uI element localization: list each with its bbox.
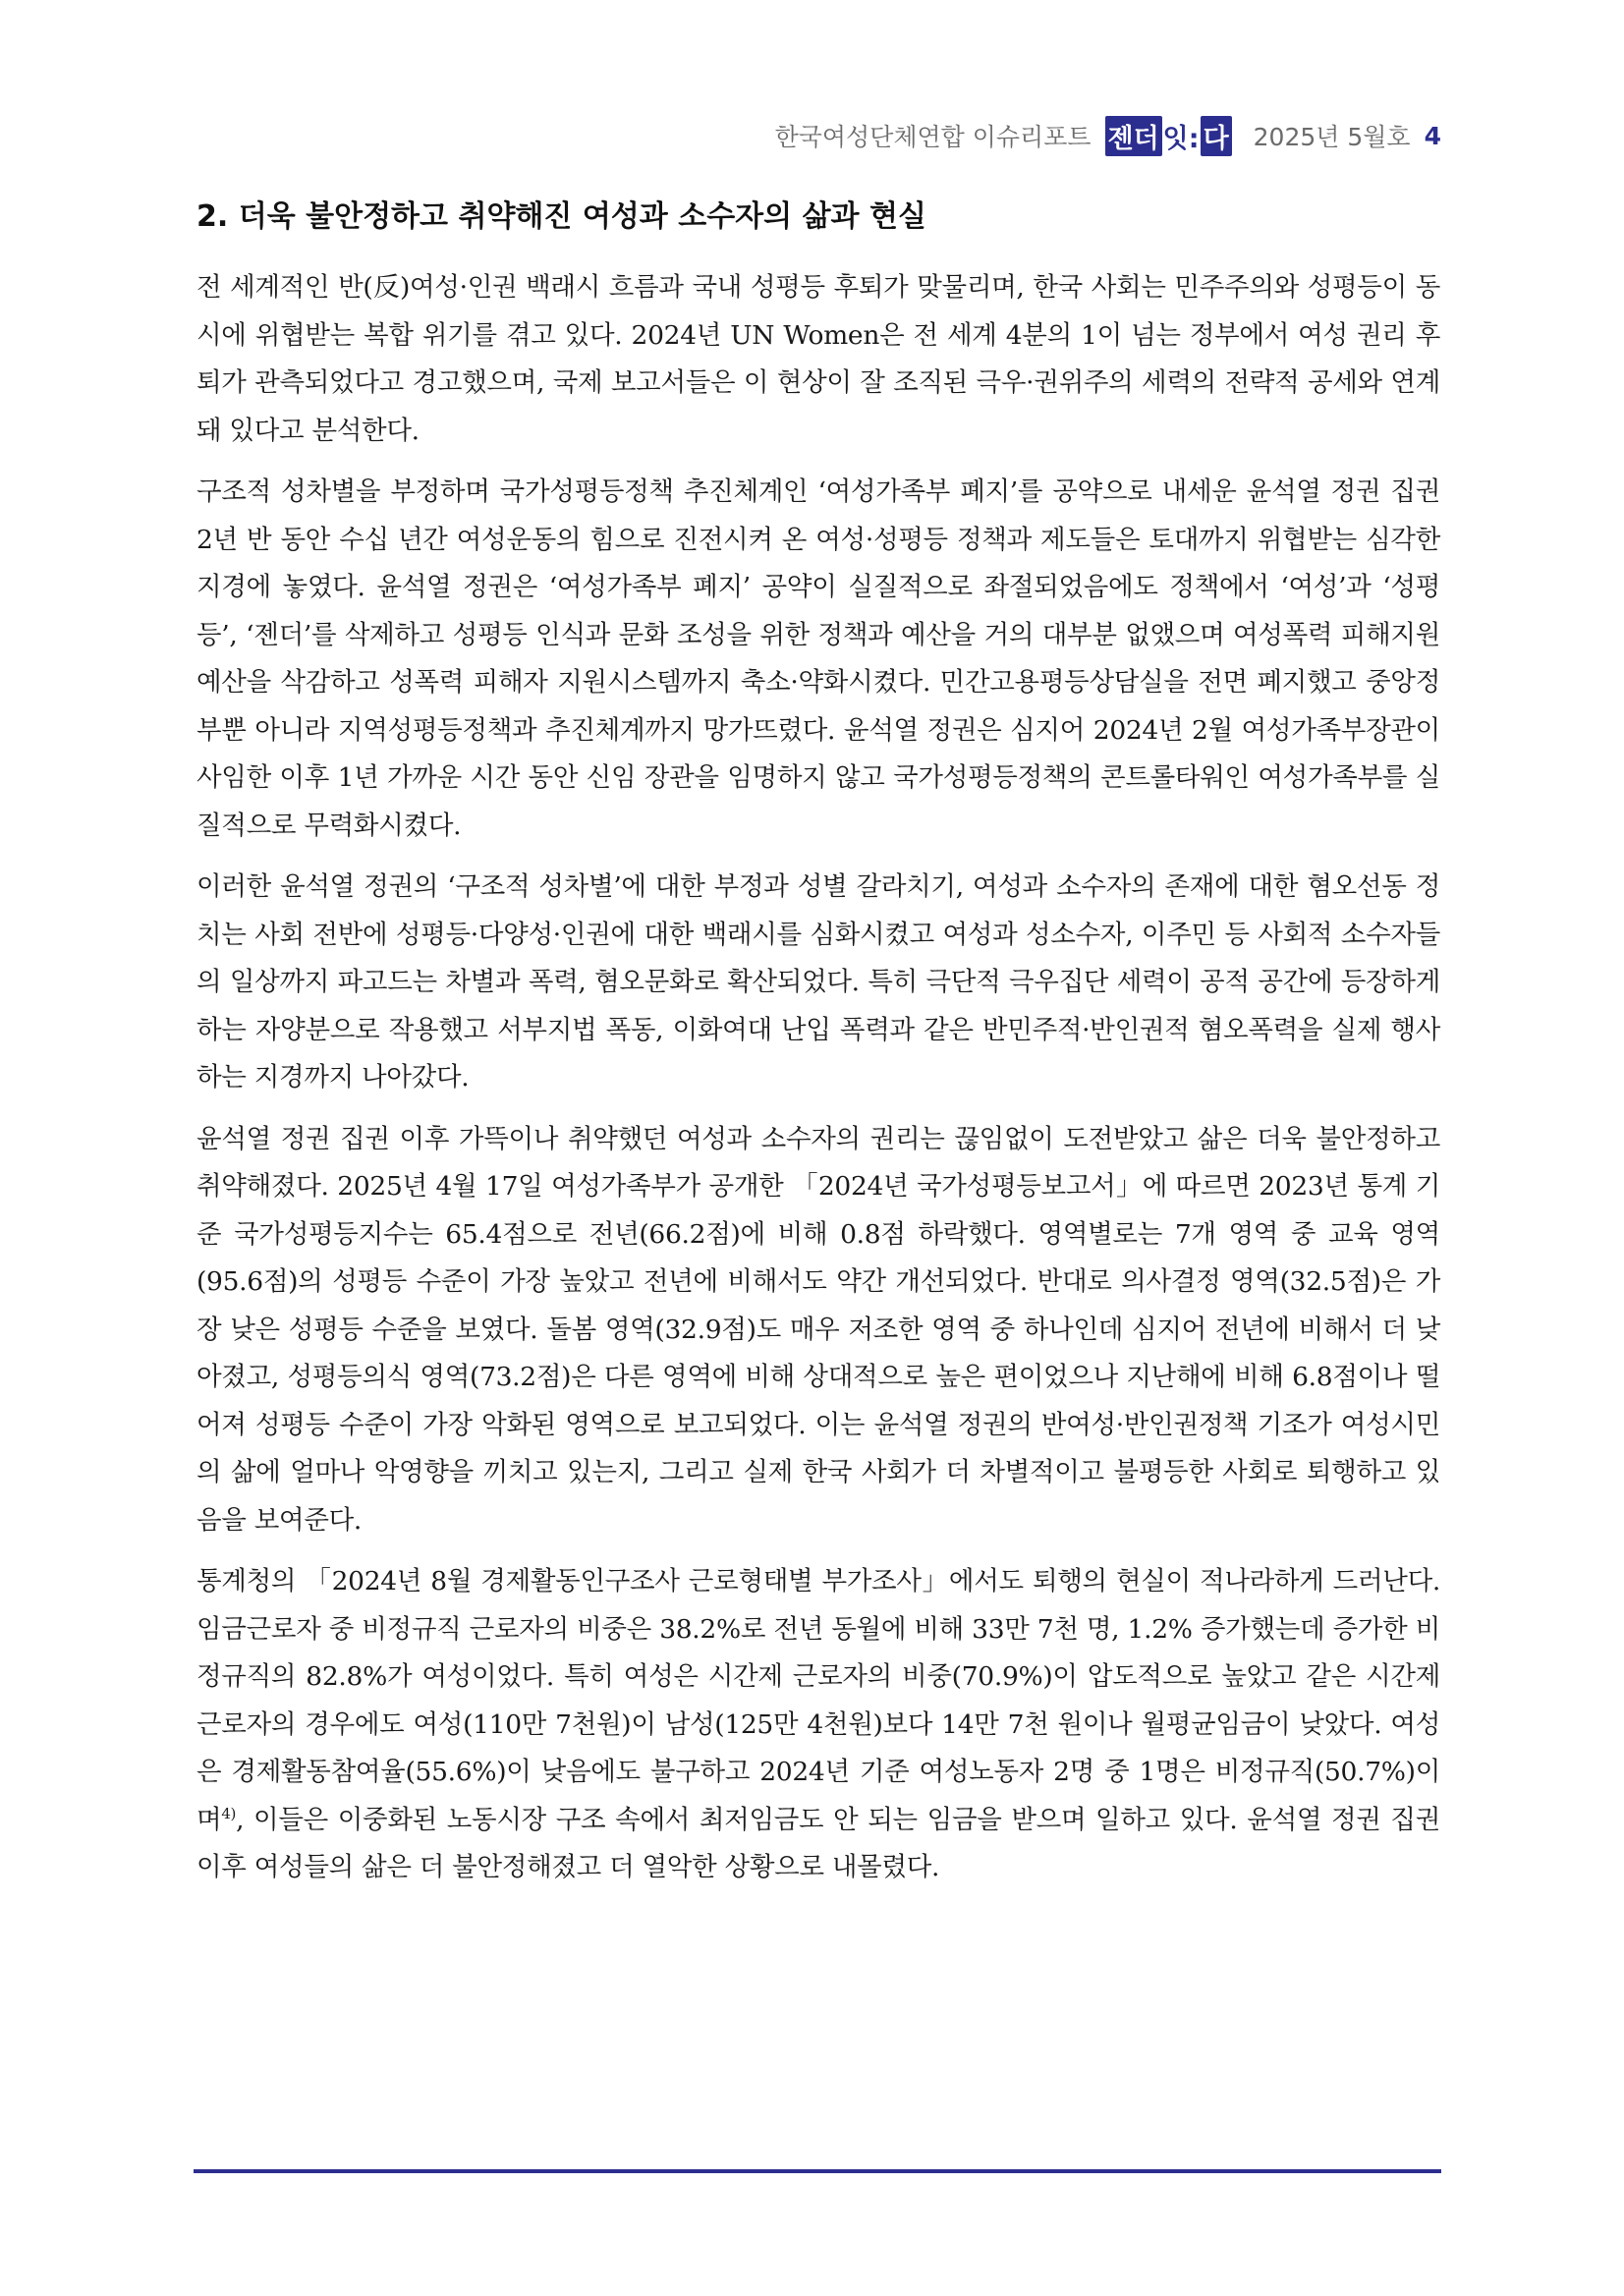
paragraph-5 (196, 1558, 1440, 1892)
header-issue: 2025년 5월호 (1253, 123, 1411, 151)
article-body (196, 192, 1440, 1906)
page-number: 4 (1424, 121, 1441, 150)
paragraph-5-text-b: , 이들은 이중화된 노동시장 구조 속에서 최저임금도 안 되는 임금을 받으며 일하고 있다. 윤석열 정권 집권 이후 여성들의 삶은 더 불안정해졌고 더 열악한 상황으로 내몰렸다. (196, 1804, 1440, 1882)
section-title: 2. 더욱 불안정하고 취약해진 여성과 소수자의 삶과 현실 (196, 199, 926, 234)
footer-divider (194, 2169, 1441, 2173)
brand-da: 다 (1201, 116, 1232, 156)
paragraph-3: 이러한 윤석열 정권의 ‘구조적 성차별’에 대한 부정과 성별 갈라치기, 여성과 소수자의 존재에 대한 혐오선동 정치는 사회 전반에 성평등·다양성·인권에 대한 백래시를 심화시켰고 여성과 성소수자, 이주민 등 사회적 소수자들의 일상까지 파고드는 차별과 폭력, 혐오문화로 확산되었다. 특히 극단적 극우집단 세력이 공적 공간에 등장하게 하는 자양분으로 작용했고 서부지법 폭동, 이화여대 난입 폭력과 같은 반민주적·반인권적 혐오폭력을 실제 행사하는 지경까지 나아갔다. (196, 871, 1440, 1092)
brand-gender: 젠더 (1105, 116, 1162, 156)
footnote-marker: 4) (221, 1804, 237, 1822)
brand-it: 잇: (1162, 116, 1201, 156)
paragraph-1: 전 세계적인 반(反)여성·인권 백래시 흐름과 국내 성평등 후퇴가 맞물리며, 한국 사회는 민주주의와 성평등이 동시에 위협받는 복합 위기를 겪고 있다. 2024년 UN Women은 전 세계 4분의 1이 넘는 정부에서 여성 권리 후퇴가 관측되었다고 경고했으며, 국제 보고서들은 이 현상이 잘 조직된 극우·권위주의 세력의 전략적 공세와 연계돼 있다고 분석한다. (196, 272, 1440, 446)
brand-logo (1105, 116, 1232, 156)
paragraph-2: 구조적 성차별을 부정하며 국가성평등정책 추진체계인 ‘여성가족부 폐지’를 공약으로 내세운 윤석열 정권 집권 2년 반 동안 수십 년간 여성운동의 힘으로 진전시켜 온 여성·성평등 정책과 제도들은 토대까지 위협받는 심각한 지경에 놓였다. 윤석열 정권은 ‘여성가족부 폐지’ 공약이 실질적으로 좌절되었음에도 정책에서 ‘여성’과 ‘성평등’, ‘젠더’를 삭제하고 성평등 인식과 문화 조성을 위한 정책과 예산을 거의 대부분 없앴으며 여성폭력 피해지원 예산을 삭감하고 성폭력 피해자 지원시스템까지 축소·약화시켰다. 민간고용평등상담실을 전면 폐지했고 중앙정부뿐 아니라 지역성평등정책과 추진체계까지 망가뜨렸다. 윤석열 정권은 심지어 2024년 2월 여성가족부장관이 사임한 이후 1년 가까운 시간 동안 신임 장관을 임명하지 않고 국가성평등정책의 콘트롤타워인 여성가족부를 실질적으로 무력화시켰다. (196, 476, 1440, 841)
page-header (775, 116, 1441, 155)
paragraph-5-text-a: 통계청의 「2024년 8월 경제활동인구조사 근로형태별 부가조사」에서도 퇴행의 현실이 적나라하게 드러난다. 임금근로자 중 비정규직 근로자의 비중은 38.2%로 전년 동월에 비해 33만 7천 명, 1.2% 증가했는데 증가한 비정규직의 82.8%가 여성이었다. 특히 여성은 시간제 근로자의 비중(70.9%)이 압도적으로 높았고 같은 시간제 근로자의 경우에도 여성(110만 7천원)이 남성(125만 4천원)보다 14만 7천 원이나 월평균임금이 낮았다. 여성은 경제활동참여율(55.6%)이 낮음에도 불구하고 2024년 기준 여성노동자 2명 중 1명은 비정규직(50.7%)이며 (196, 1566, 1440, 1835)
header-org: 한국여성단체연합 이슈리포트 (774, 123, 1092, 151)
paragraph-4: 윤석열 정권 집권 이후 가뜩이나 취약했던 여성과 소수자의 권리는 끊임없이 도전받았고 삶은 더욱 불안정하고 취약해졌다. 2025년 4월 17일 여성가족부가 공개한 「2024년 국가성평등보고서」에 따르면 2023년 통계 기준 국가성평등지수는 65.4점으로 전년(66.2점)에 비해 0.8점 하락했다. 영역별로는 7개 영역 중 교육 영역(95.6점)의 성평등 수준이 가장 높았고 전년에 비해서도 약간 개선되었다. 반대로 의사결정 영역(32.5점)은 가장 낮은 성평등 수준을 보였다. 돌봄 영역(32.9점)도 매우 저조한 영역 중 하나인데 심지어 전년에 비해서 더 낮아졌고, 성평등의식 영역(73.2점)은 다른 영역에 비해 상대적으로 높은 편이었으나 지난해에 비해 6.8점이나 떨어져 성평등 수준이 가장 악화된 영역으로 보고되었다. 이는 윤석열 정권의 반여성·반인권정책 기조가 여성시민의 삶에 얼마나 악영향을 끼치고 있는지, 그리고 실제 한국 사회가 더 차별적이고 불평등한 사회로 퇴행하고 있음을 보여준다. (196, 1123, 1440, 1536)
